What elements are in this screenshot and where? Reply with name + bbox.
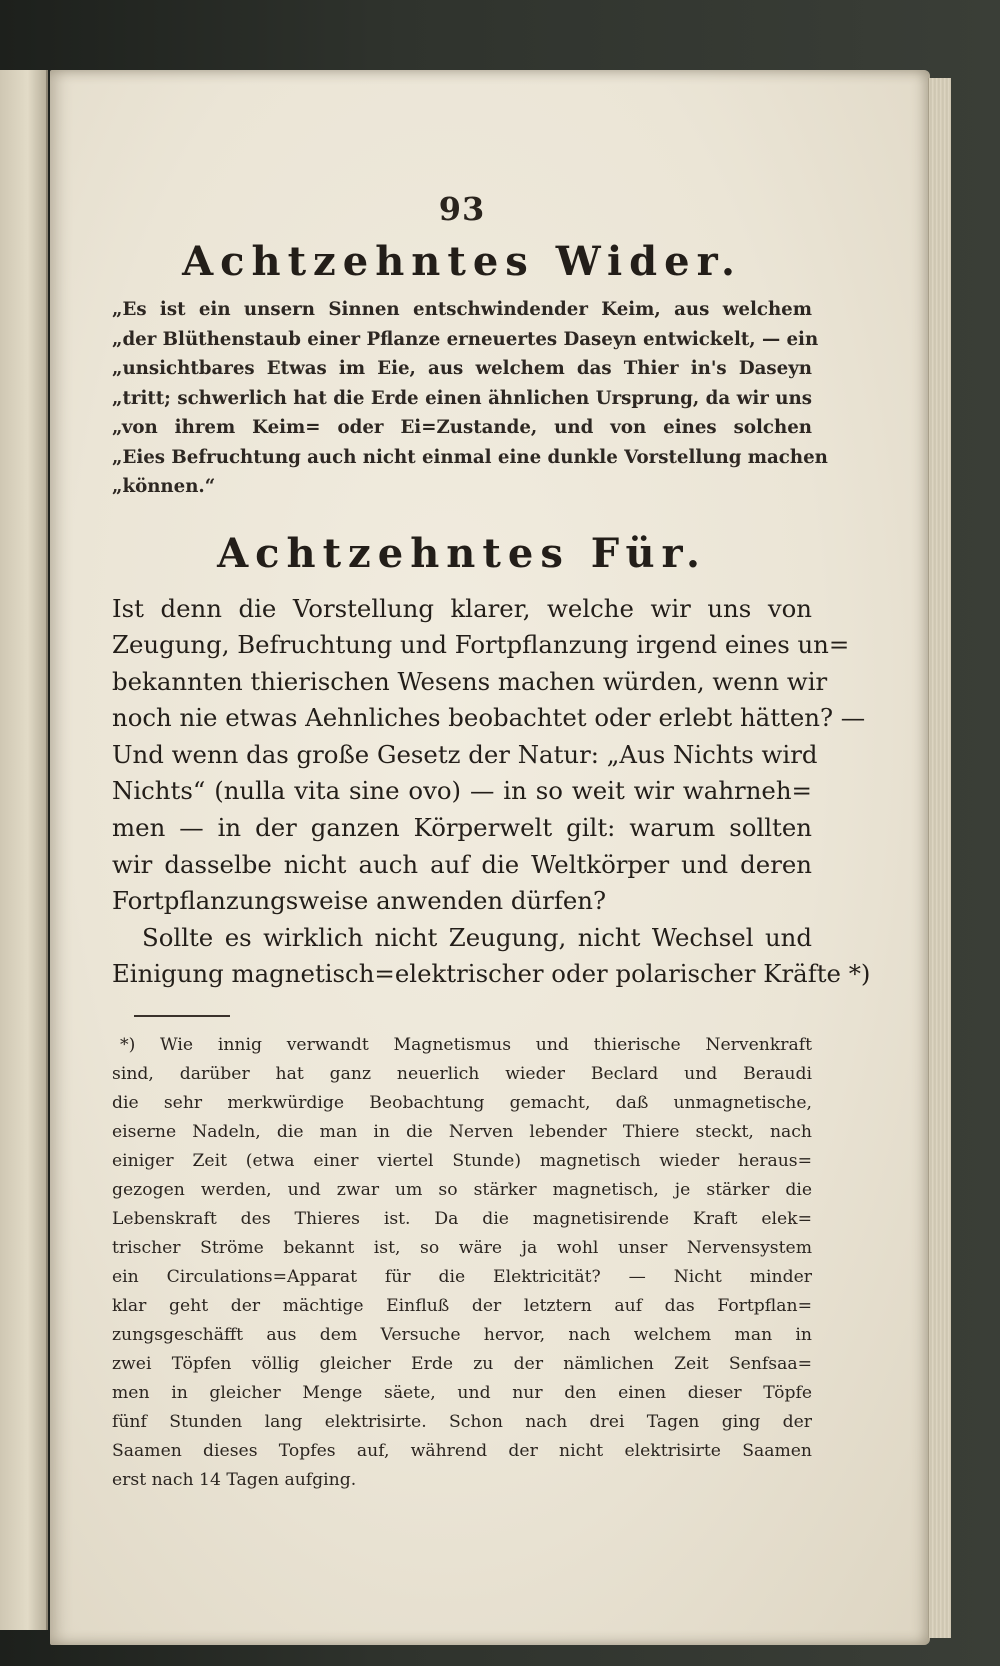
- body-line: Und wenn das große Gesetz der Natur: „Aus Nichts wird: [112, 739, 818, 769]
- footnote-line: fünf Stunden lang elektrisirte. Schon nach drei Tagen ging der: [112, 1412, 812, 1433]
- footnote-rule: [134, 1015, 230, 1017]
- footnote-line: ein Circulations=Apparat für die Elektricität? — Nicht minder: [112, 1267, 812, 1288]
- footnote-line: men in gleicher Menge säete, und nur den einen dieser Töpfe: [112, 1383, 812, 1404]
- quote-line: „unsichtbares Etwas im Eie, aus welchem das Thier in's Daseyn: [112, 358, 812, 379]
- previous-page-edge: [0, 70, 48, 1630]
- quote-line: „von ihrem Keim= oder Ei=Zustande, und von eines solchen: [112, 417, 812, 438]
- quote-block: [112, 295, 828, 502]
- footnote-line: *) Wie innig verwandt Magnetismus und thierische Nervenkraft: [120, 1035, 812, 1056]
- heading-fuer: Achtzehntes Für.: [217, 529, 707, 577]
- body-line: Einigung magnetisch=elektrischer oder polarischer Kräfte *): [112, 959, 871, 989]
- footnote-line: Lebenskraft des Thieres ist. Da die magnetisirende Kraft elek=: [112, 1209, 812, 1230]
- body-line: wir dasselbe nicht auch auf die Weltkörper und deren: [112, 849, 812, 879]
- page-stack-edge: [928, 78, 951, 1638]
- page-number: 93: [438, 190, 486, 228]
- body-line: Zeugung, Befruchtung und Fortpflanzung irgend eines un=: [112, 630, 850, 660]
- quote-line: „tritt; schwerlich hat die Erde einen ähnlichen Ursprung, da wir uns: [112, 387, 812, 409]
- footnote-line: klar geht der mächtige Einfluß der letztern auf das Fortpflan=: [112, 1296, 812, 1317]
- body-line: Ist denn die Vorstellung klarer, welche wir uns von: [112, 593, 812, 623]
- footnote-line: gezogen werden, und zwar um so stärker magnetisch, je stärker die: [112, 1180, 812, 1201]
- quote-line: „Es ist ein unsern Sinnen entschwindender Keim, aus welchem: [112, 299, 812, 320]
- footnote-line: zungsgeschäfft aus dem Versuche hervor, nach welchem man in: [112, 1325, 812, 1346]
- body-line: Sollte es wirklich nicht Zeugung, nicht Wechsel und: [142, 922, 812, 952]
- footnote-line: erst nach 14 Tagen aufging.: [112, 1470, 357, 1491]
- footnote-line: zwei Töpfen völlig gleicher Erde zu der nämlichen Zeit Senfsaa=: [112, 1354, 812, 1375]
- body-paragraph: [112, 591, 871, 994]
- footnote-line: einiger Zeit (etwa einer viertel Stunde) magnetisch wieder heraus=: [112, 1151, 812, 1172]
- body-line: men — in der ganzen Körperwelt gilt: warum sollten: [112, 813, 812, 843]
- quote-line: „Eies Befruchtung auch nicht einmal eine dunkle Vorstellung machen: [112, 446, 828, 468]
- page-content: [112, 190, 871, 1495]
- body-line: bekannten thierischen Wesens machen würden, wenn wir: [112, 666, 828, 696]
- footnote-line: eiserne Nadeln, die man in die Nerven lebender Thiere steckt, nach: [112, 1122, 812, 1143]
- footnote-line: die sehr merkwürdige Beobachtung gemacht, daß unmagnetische,: [112, 1093, 812, 1114]
- body-line: Fortpflanzungsweise anwenden dürfen?: [112, 886, 607, 916]
- footnote-line: sind, darüber hat ganz neuerlich wieder Beclard und Beraudi: [112, 1064, 812, 1085]
- body-line: noch nie etwas Aehnliches beobachtet oder erlebt hätten? —: [112, 703, 866, 733]
- quote-line: „der Blüthenstaub einer Pflanze erneuertes Daseyn entwickelt, — ein: [112, 328, 819, 350]
- heading-wider: Achtzehntes Wider.: [182, 238, 742, 285]
- quote-line: „können.“: [112, 476, 216, 497]
- footnote: [112, 1031, 812, 1495]
- footnote-line: trischer Ströme bekannt ist, so wäre ja wohl unser Nervensystem: [112, 1238, 812, 1259]
- footnote-line: Saamen dieses Topfes auf, während der nicht elektrisirte Saamen: [112, 1441, 812, 1462]
- body-line: Nichts“ (nulla vita sine ovo) — in so weit wir wahrneh=: [112, 776, 812, 806]
